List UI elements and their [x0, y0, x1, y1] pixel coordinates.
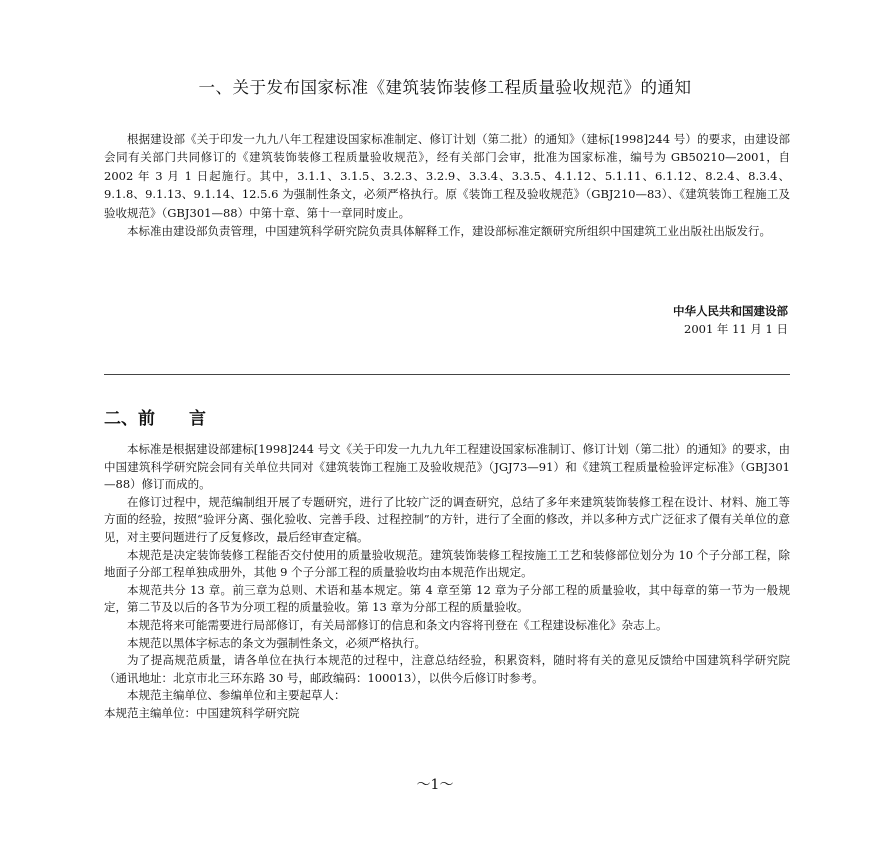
section-divider — [104, 374, 790, 375]
signature-block — [673, 302, 788, 338]
section2-paragraph: 为了提高规范质量，请各单位在执行本规范的过程中，注意总结经验，积累资料，随时将有关的意见反馈给中国建筑科学研究院（通讯地址：北京市北三环东路 30 号，邮政编码：100013），以供今后修订时参考。 — [104, 653, 790, 685]
section2-paragraph: 本规范是决定装饰装修工程能否交付使用的质量验收规范。建筑装饰装修工程按施工工艺和装修部位划分为 10 个子分部工程，除地面子分部工程单独成册外，其他 9 个子分部工程的质量验收均由本规范作出规定。 — [104, 547, 790, 580]
signature-org: 中华人民共和国建设部 — [673, 304, 788, 318]
section2-paragraph: 本标准是根据建设部建标[1998]244 号文《关于印发一九九九年工程建设国家标准制订、修订计划（第二批）的通知》的要求，由中国建筑科学研究院会同有关单位共同对《建筑装饰工程施工及验收规范》（JGJ73—91）和《建筑工程质量检验评定标准》（GBJ301—88）修订而成的。 — [104, 442, 790, 492]
section2-body — [104, 441, 790, 723]
signature-date: 2001 年 11 月 1 日 — [684, 322, 788, 336]
section2-paragraph: 本规范共分 13 章。前三章为总则、术语和基本规定。第 4 章至第 12 章为子分部工程的质量验收，其中每章的第一节为一般规定，第二节及以后的各节为分项工程的质量验收。第 13 章为分部工程的质量验收。 — [104, 582, 790, 615]
section1-title: 一、关于发布国家标准《建筑装饰装修工程质量验收规范》的通知 — [198, 78, 692, 97]
section2-paragraph: 在修订过程中，规范编制组开展了专题研究，进行了比较广泛的调查研究，总结了多年来建筑装饰装修工程在设计、材料、施工等方面的经验，按照“验评分离、强化验收、完善手段、过程控制”的方针，进行了全面的修改，并以多种方式广泛征求了儇有关单位的意见，对主要问题进行了反复修改，最后经审查定稿。 — [104, 494, 790, 544]
section2-paragraph: 本规范主编单位、参编单位和主要起草人： — [127, 688, 346, 703]
page-number: ～1～ — [416, 777, 454, 793]
section2-paragraph: 本规范以黑体字标志的条文为强制性条文，必须严格执行。 — [127, 635, 426, 650]
section1-body — [104, 130, 790, 240]
section1-paragraph: 根据建设部《关于印发一九九八年工程建设国家标准制定、修订计划（第二批）的通知》（建标[1998]244 号）的要求，由建设部会同有关部门共同修订的《建筑装饰装修工程质量验收规范》，经有关部门会审，批准为国家标准，编号为 GB50210—2001，自 2002 年 3 月 1 日起施行。其中，3.1.1、3.1.5、3.2.3、3.2.9、3.3.4、3.3.5、4.1.12、5.1.11、6.1.12、8.2.4、8.3.4、9.1.8、9.1.13、9.1.14、12.5.6 为强制性条文，必须严格执行。原《装饰工程及验收规范》（GBJ210—83）、《建筑装饰工程施工及验收规范》（GBJ301—88）中第十章、第十一章同时废止。 — [104, 132, 790, 220]
section2-paragraph: 本规范将来可能需要进行局部修订，有关局部修订的信息和条文内容将刊登在《工程建设标准化》杂志上。 — [127, 617, 668, 632]
section2-paragraph: 本规范主编单位：中国建筑科学研究院 — [104, 705, 300, 720]
section2-title: 二、前 言 — [104, 409, 206, 429]
section1-paragraph: 本标准由建设部负责管理，中国建筑科学研究院负责具体解释工作，建设部标准定额研究所组织中国建筑工业出版社出版发行。 — [127, 224, 771, 239]
